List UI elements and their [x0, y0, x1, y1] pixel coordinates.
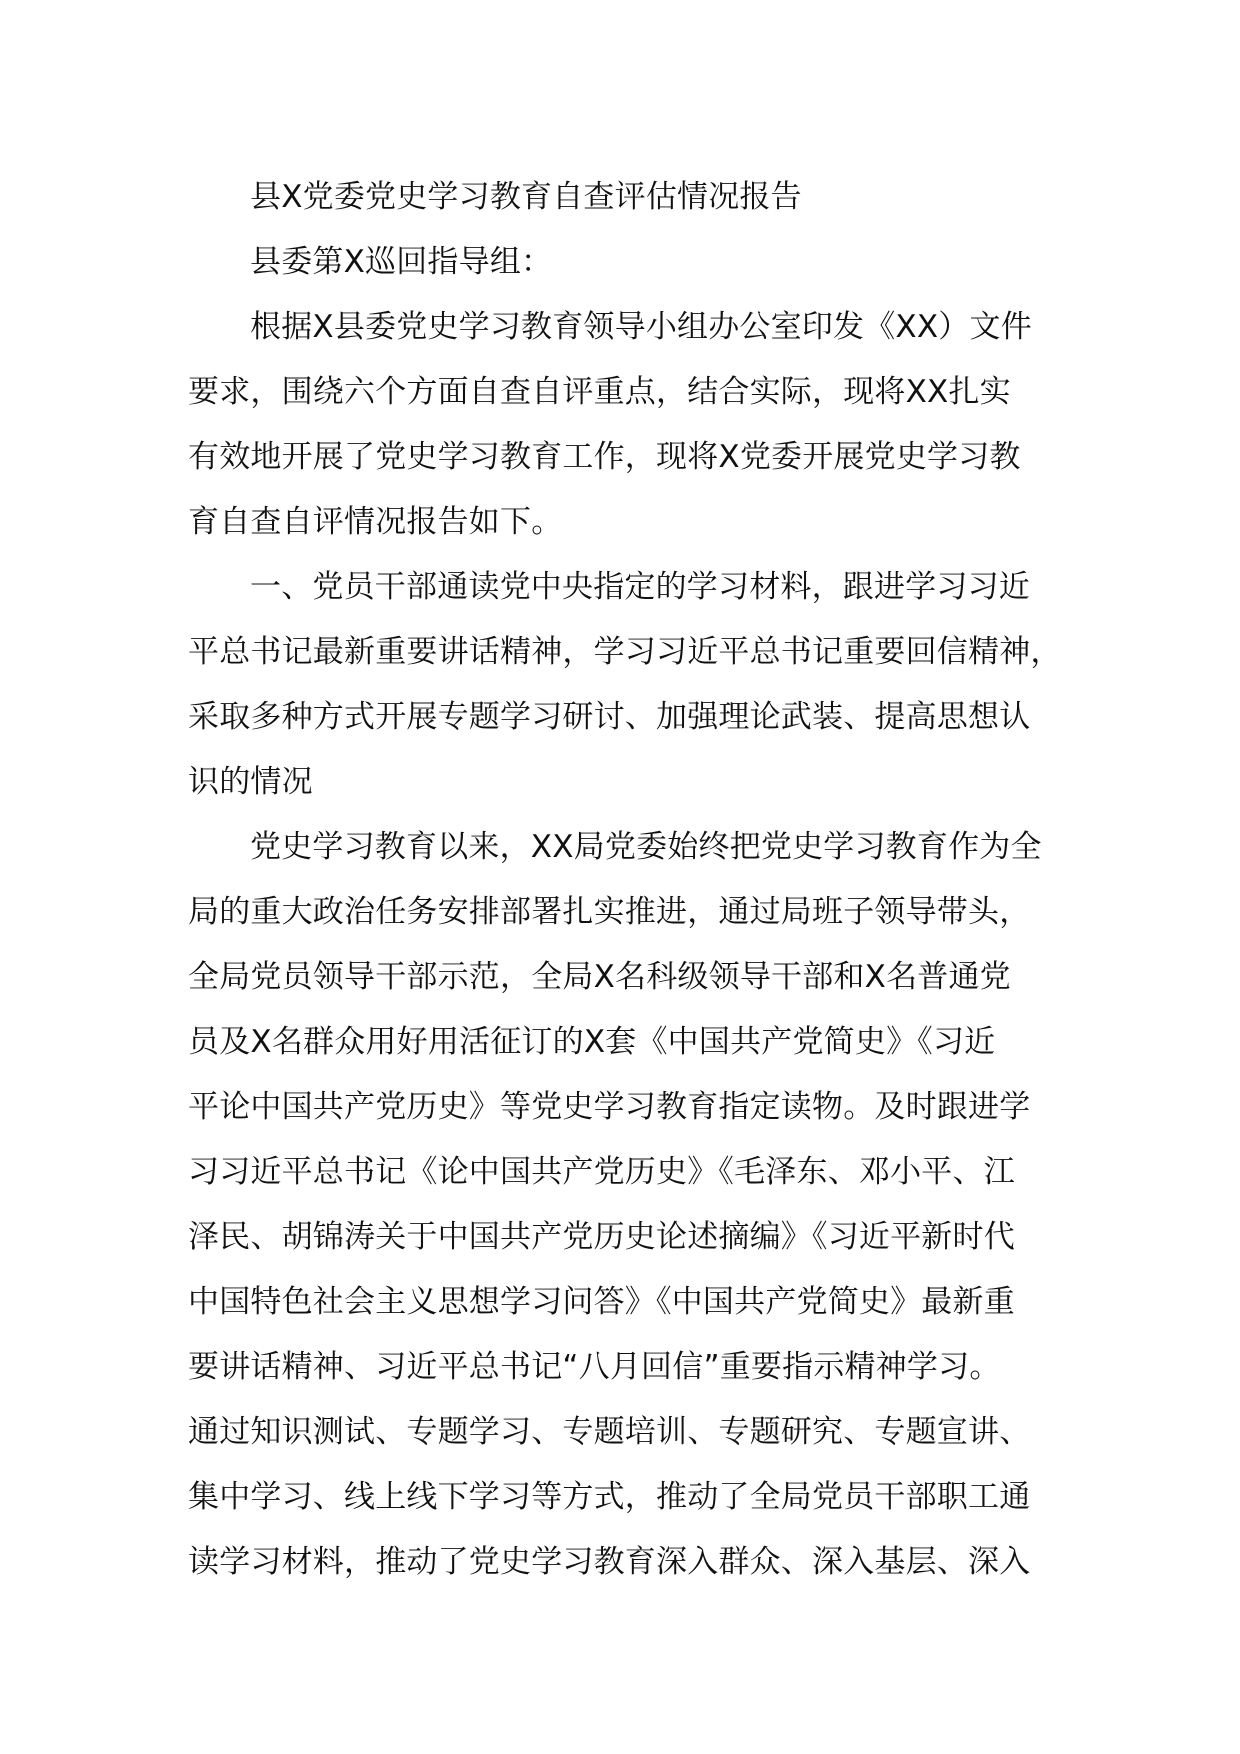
paragraph-line: 根据X县委党史学习教育领导小组办公室印发《XX）文件	[250, 309, 1032, 345]
section-heading-1	[188, 555, 1088, 815]
heading-line: 一、党员干部通读党中央指定的学习材料，跟进学习习近	[250, 569, 1030, 605]
paragraph-line: 员及X名群众用好用活征订的X套《中国共产党简史》《习近	[188, 1024, 996, 1060]
paragraph-line: 平论中国共产党历史》等党史学习教育指定读物。及时跟进学	[188, 1089, 1031, 1125]
paragraph-line: 中国特色社会主义思想学习问答》《中国共产党简史》最新重	[188, 1284, 1015, 1320]
salutation: 县委第X巡回指导组：	[250, 244, 553, 280]
paragraph-line: 局的重大政治任务安排部署扎实推进，通过局班子领导带头，	[188, 894, 1031, 930]
document-body	[188, 165, 1088, 1595]
paragraph-line: 有效地开展了党史学习教育工作，现将X党委开展党史学习教	[188, 439, 1021, 475]
paragraph-line: 全局党员领导干部示范，全局X名科级领导干部和X名普通党	[188, 959, 1011, 995]
heading-line: 识的情况	[188, 764, 313, 800]
paragraph-line: 读学习材料，推动了党史学习教育深入群众、深入基层、深入	[188, 1544, 1031, 1580]
paragraph-line: 集中学习、线上线下学习等方式，推动了全局党员干部职工通	[188, 1479, 1031, 1515]
paragraph-body	[188, 815, 1088, 1595]
paragraph-intro	[188, 295, 1088, 555]
heading-line: 采取多种方式开展专题学习研讨、加强理论武装、提高思想认	[188, 699, 1031, 735]
paragraph-line: 党史学习教育以来，XX局党委始终把党史学习教育作为全	[250, 829, 1042, 865]
paragraph-line: 通过知识测试、专题学习、专题培训、专题研究、专题宣讲、	[188, 1414, 1031, 1450]
document-title: 县X党委党史学习教育自查评估情况报告	[250, 179, 802, 215]
paragraph-line: 习习近平总书记《论中国共产党历史》《毛泽东、邓小平、江	[188, 1154, 1015, 1190]
paragraph-line: 育自查自评情况报告如下。	[188, 504, 563, 540]
paragraph-line: 泽民、胡锦涛关于中国共产党历史论述摘编》《习近平新时代	[188, 1219, 1015, 1255]
paragraph-line: 要讲话精神、习近平总书记“八月回信”重要指示精神学习。	[188, 1349, 1001, 1385]
heading-line: 平总书记最新重要讲话精神，学习习近平总书记重要回信精神，	[188, 634, 1062, 670]
paragraph-line: 要求，围绕六个方面自查自评重点，结合实际，现将XX扎实	[188, 374, 1011, 410]
